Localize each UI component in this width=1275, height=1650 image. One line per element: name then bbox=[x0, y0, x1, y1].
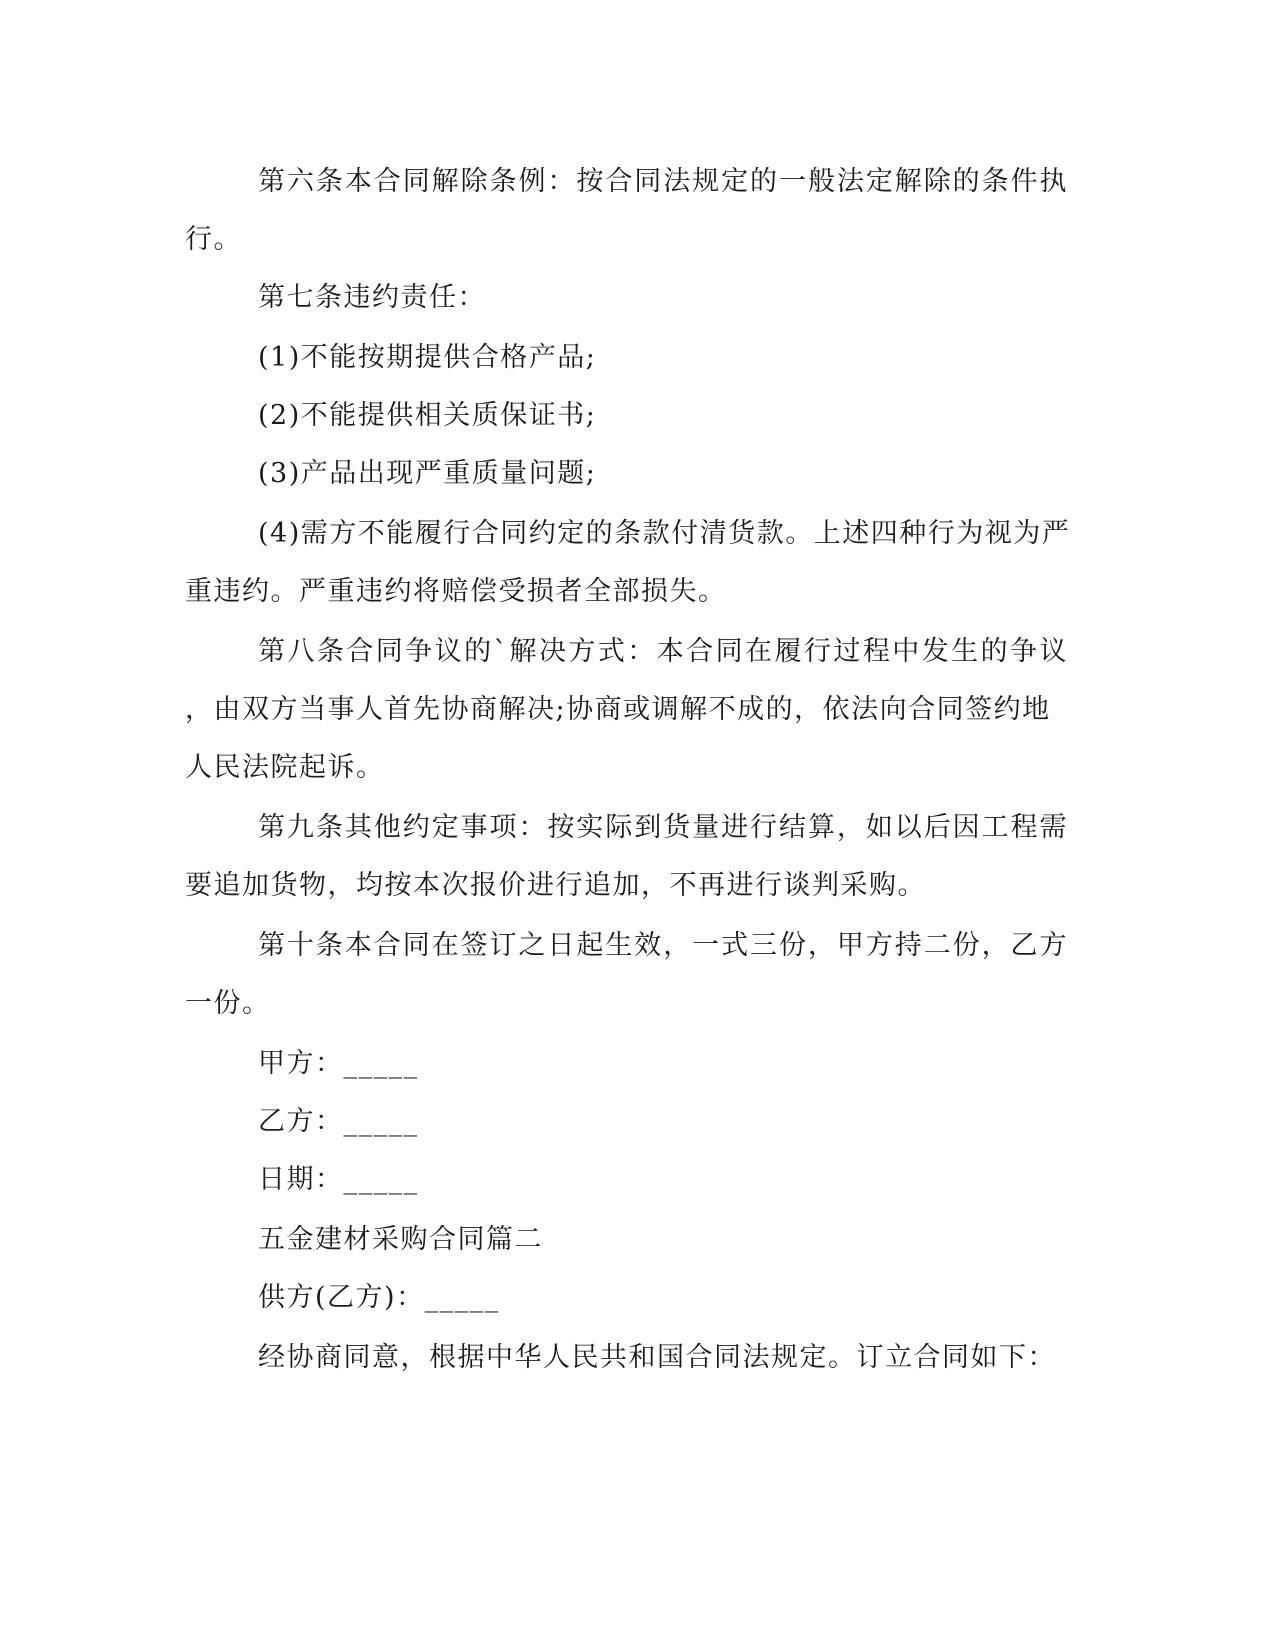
party-b-signature-line: 乙方：_____ bbox=[258, 1106, 419, 1137]
clause-8-line-2: ，由双方当事人首先协商解决;协商或调解不成的，依法向合同签约地 bbox=[185, 694, 1051, 725]
clause-7-heading: 第七条违约责任： bbox=[258, 282, 486, 313]
clause-7-item-4-line-2: 重违约。严重违约将赔偿受损者全部损失。 bbox=[185, 576, 727, 607]
clause-9-line-2: 要追加货物，均按本次报价进行追加，不再进行谈判采购。 bbox=[185, 870, 926, 901]
section-title: 五金建材采购合同篇二 bbox=[258, 1224, 543, 1255]
supplier-line: 供方(乙方)：_____ bbox=[258, 1282, 500, 1313]
clause-8-line-1: 第八条合同争议的`解决方式：本合同在履行过程中发生的争议 bbox=[258, 636, 1068, 667]
clause-10-line-2: 一份。 bbox=[185, 988, 271, 1019]
clause-7-item-4-line-1: (4)需方不能履行合同约定的条款付清货款。上述四种行为视为严 bbox=[258, 518, 1071, 549]
clause-9-line-1: 第九条其他约定事项：按实际到货量进行结算，如以后因工程需 bbox=[258, 812, 1068, 843]
clause-10-line-1: 第十条本合同在签订之日起生效，一式三份，甲方持二份，乙方 bbox=[258, 930, 1068, 961]
date-line: 日期：_____ bbox=[258, 1164, 419, 1195]
clause-7-item-3: (3)产品出现严重质量问题; bbox=[258, 458, 597, 489]
party-a-signature-line: 甲方：_____ bbox=[258, 1048, 419, 1079]
clause-7-item-1: (1)不能按期提供合格产品; bbox=[258, 342, 597, 373]
clause-6-line-2: 行。 bbox=[185, 224, 242, 255]
clause-8-line-3: 人民法院起诉。 bbox=[185, 752, 385, 783]
clause-6-line-1: 第六条本合同解除条例：按合同法规定的一般法定解除的条件执 bbox=[258, 166, 1068, 197]
clause-7-item-2: (2)不能提供相关质保证书; bbox=[258, 400, 597, 431]
agreement-intro-line: 经协商同意，根据中华人民共和国合同法规定。订立合同如下： bbox=[258, 1342, 1056, 1373]
